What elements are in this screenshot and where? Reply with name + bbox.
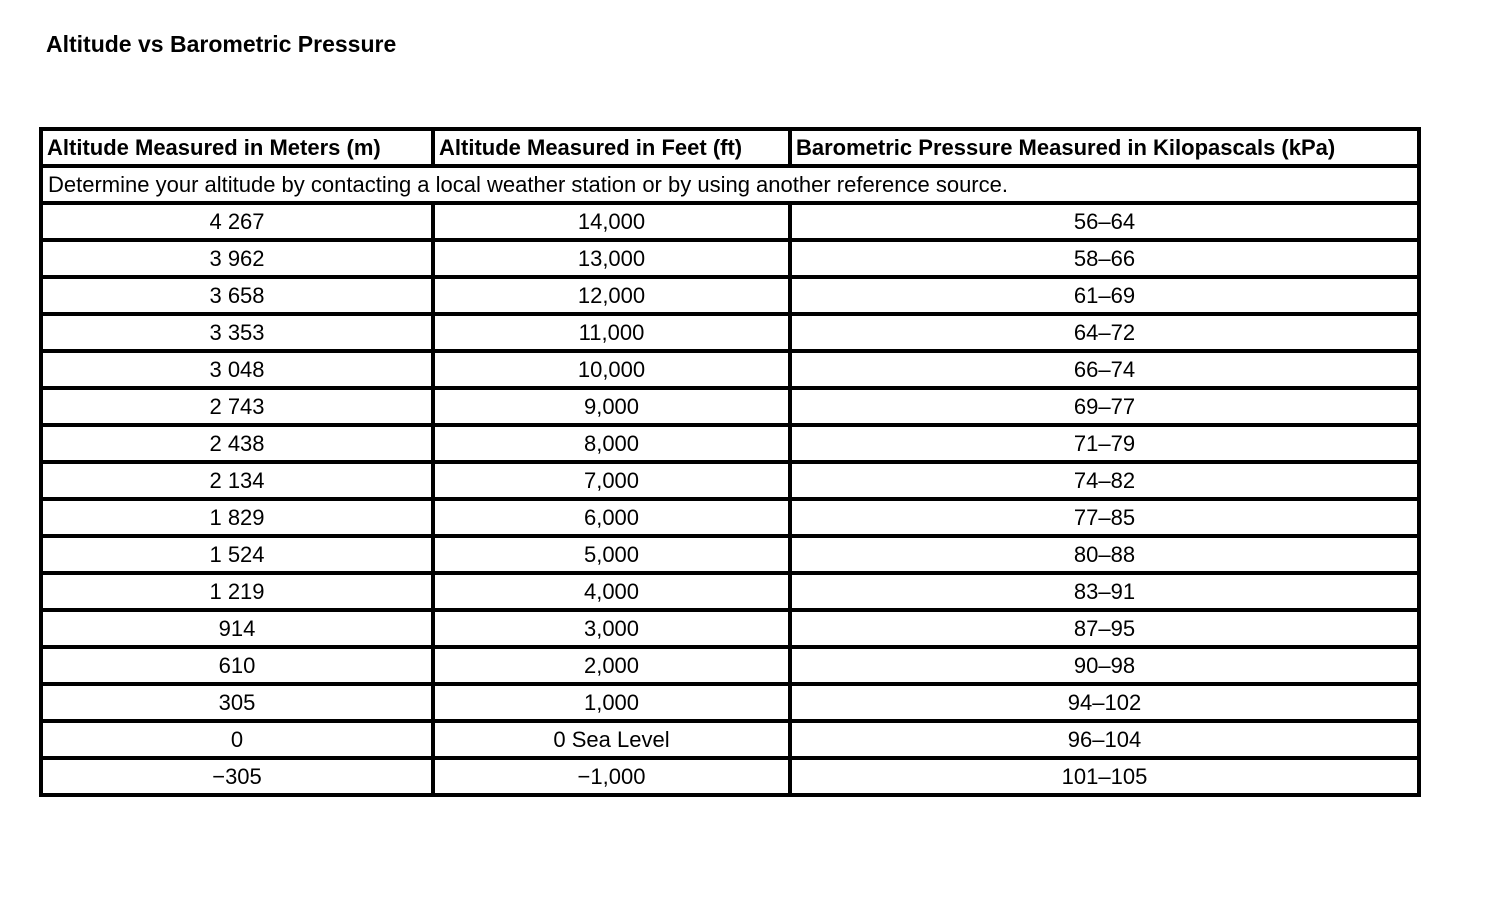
cell-pressure: 74–82 [790, 462, 1419, 499]
cell-meters: 2 743 [41, 388, 433, 425]
table-row [41, 425, 1419, 462]
altitude-pressure-table [39, 127, 1421, 797]
table-row [41, 684, 1419, 721]
cell-feet: 1,000 [433, 684, 790, 721]
cell-pressure: 77–85 [790, 499, 1419, 536]
table-row [41, 499, 1419, 536]
table-row [41, 240, 1419, 277]
cell-meters: 3 658 [41, 277, 433, 314]
cell-pressure: 96–104 [790, 721, 1419, 758]
cell-meters: 1 524 [41, 536, 433, 573]
cell-pressure: 61–69 [790, 277, 1419, 314]
cell-feet: 5,000 [433, 536, 790, 573]
table-row [41, 610, 1419, 647]
cell-pressure: 71–79 [790, 425, 1419, 462]
cell-pressure: 83–91 [790, 573, 1419, 610]
table-row [41, 462, 1419, 499]
cell-meters: 2 134 [41, 462, 433, 499]
cell-feet: 7,000 [433, 462, 790, 499]
cell-meters: 914 [41, 610, 433, 647]
note-row [41, 166, 1419, 203]
cell-feet: 13,000 [433, 240, 790, 277]
cell-feet: 9,000 [433, 388, 790, 425]
cell-feet: 4,000 [433, 573, 790, 610]
table-row [41, 351, 1419, 388]
cell-meters: 610 [41, 647, 433, 684]
cell-pressure: 87–95 [790, 610, 1419, 647]
cell-meters: −305 [41, 758, 433, 795]
table-row [41, 536, 1419, 573]
cell-pressure: 90–98 [790, 647, 1419, 684]
cell-meters: 305 [41, 684, 433, 721]
cell-meters: 0 [41, 721, 433, 758]
cell-pressure: 94–102 [790, 684, 1419, 721]
table-note: Determine your altitude by contacting a local weather station or by using another reference source. [41, 166, 1419, 203]
cell-pressure: 56–64 [790, 203, 1419, 240]
cell-feet: 0 Sea Level [433, 721, 790, 758]
cell-meters: 4 267 [41, 203, 433, 240]
cell-meters: 3 048 [41, 351, 433, 388]
cell-feet: 11,000 [433, 314, 790, 351]
cell-feet: 3,000 [433, 610, 790, 647]
cell-feet: −1,000 [433, 758, 790, 795]
table-row [41, 314, 1419, 351]
cell-feet: 14,000 [433, 203, 790, 240]
cell-pressure: 69–77 [790, 388, 1419, 425]
table-row [41, 647, 1419, 684]
table-row [41, 758, 1419, 795]
document-title: Altitude vs Barometric Pressure [46, 31, 397, 57]
header-feet: Altitude Measured in Feet (ft) [433, 129, 790, 166]
cell-meters: 2 438 [41, 425, 433, 462]
table-row [41, 203, 1419, 240]
cell-meters: 1 219 [41, 573, 433, 610]
cell-feet: 12,000 [433, 277, 790, 314]
header-pressure: Barometric Pressure Measured in Kilopascals (kPa) [790, 129, 1419, 166]
cell-feet: 10,000 [433, 351, 790, 388]
cell-feet: 6,000 [433, 499, 790, 536]
cell-pressure: 58–66 [790, 240, 1419, 277]
cell-feet: 2,000 [433, 647, 790, 684]
cell-pressure: 101–105 [790, 758, 1419, 795]
cell-pressure: 80–88 [790, 536, 1419, 573]
cell-meters: 1 829 [41, 499, 433, 536]
header-meters: Altitude Measured in Meters (m) [41, 129, 433, 166]
cell-pressure: 66–74 [790, 351, 1419, 388]
cell-pressure: 64–72 [790, 314, 1419, 351]
cell-feet: 8,000 [433, 425, 790, 462]
table-header-row [41, 129, 1419, 166]
cell-meters: 3 962 [41, 240, 433, 277]
table-row [41, 388, 1419, 425]
table-row [41, 573, 1419, 610]
table-row [41, 721, 1419, 758]
table-row [41, 277, 1419, 314]
cell-meters: 3 353 [41, 314, 433, 351]
